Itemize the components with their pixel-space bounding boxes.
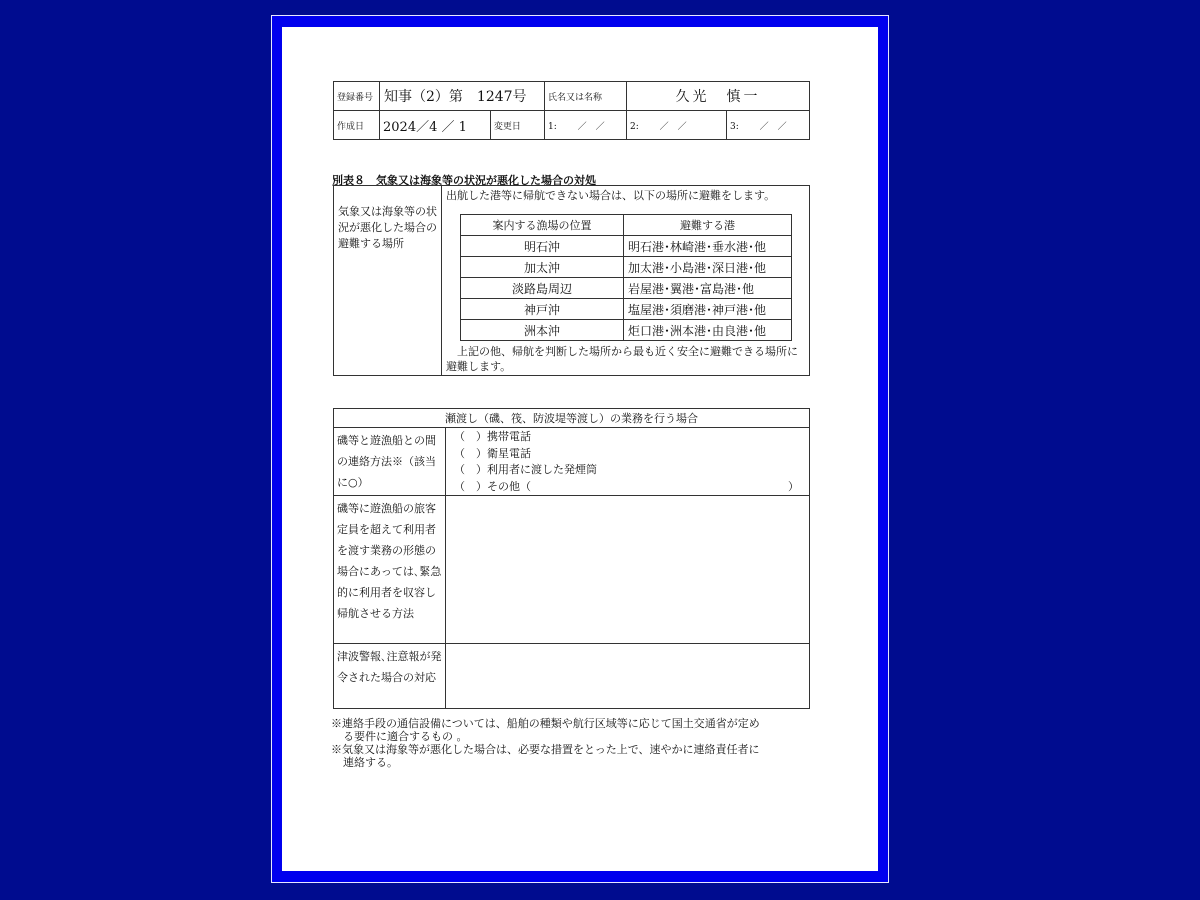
fishing-area: 明石沖 [461,236,624,257]
name-label: 氏名又は名称 [545,82,627,111]
table-row [461,236,792,257]
capacity-method-field[interactable] [446,496,810,644]
fishing-area: 淡路島周辺 [461,278,624,299]
created-value: 2024／4 ／ 1 [380,111,491,140]
refuge-ports: 明石港･林崎港･垂水港･他 [624,236,792,257]
fishing-area: 神戸沖 [461,299,624,320]
evacuation-label-cell [334,186,442,375]
note-line: ※連絡手段の通信設備については、船舶の種類や航行区域等に応じて国土交通省が定め [331,717,760,730]
change-date-2: 2: ／ ／ [627,111,727,140]
note-line: ※気象又は海象等が悪化した場合は、必要な措置をとった上で、速やかに連絡責任者に [331,743,760,756]
notes [331,717,760,769]
refuge-ports: 炬口港･洲本港･由良港･他 [624,320,792,341]
reg-value: 知事（2）第 1247号 [380,82,545,111]
option-satellite-phone[interactable]: （ ）衛星電話 [454,446,531,460]
changed-label: 変更日 [490,111,544,140]
capacity-method-label: 磯等に遊漁船の旅客定員を超えて利用者を渡す業務の形態の場合にあっては､緊急的に利用者を収容し帰航させる方法 [334,496,446,644]
evacuation-label: 気象又は海象等の状況が悪化した場合の避難する場所 [338,205,437,250]
note-line: る要件に適合するもの 。 [343,730,468,743]
fishing-area: 加太沖 [461,257,624,278]
reg-label: 登録番号 [334,82,380,111]
refuge-ports: 塩屋港･須磨港･神戸港･他 [624,299,792,320]
registration-table [333,81,810,140]
table-row [461,257,792,278]
ferry-table [333,408,810,709]
refuge-ports: 岩屋港･翼港･富島港･他 [624,278,792,299]
option-other[interactable] [454,479,809,496]
fishing-area: 洲本沖 [461,320,624,341]
contact-options [446,428,810,496]
port-table-header: 避難する港 [624,215,792,236]
port-table [460,214,792,341]
option-other-label: （ ）その他（ [454,479,531,493]
table-row [461,278,792,299]
document-page [282,27,878,871]
evacuation-intro: 出航した港等に帰航できない場合は、以下の場所に避難をします。 [446,189,776,202]
evacuation-box [333,185,810,376]
name-value: 久光 慎一 [627,82,810,111]
note-line: 連絡する。 [343,756,398,769]
evacuation-footer: 上記の他、帰航を判断した場所から最も近く安全に避難できる場所に避難します。 [446,345,798,373]
tsunami-response-label: 津波警報､注意報が発令された場合の対応 [334,644,446,709]
tsunami-response-field[interactable] [446,644,810,709]
change-date-1: 1: ／ ／ [545,111,627,140]
created-label: 作成日 [334,111,380,140]
change-date-3: 3: ／ ／ [727,111,810,140]
option-flare[interactable]: （ ）利用者に渡した発煙筒 [454,463,597,476]
refuge-ports: 加太港･小島港･深日港･他 [624,257,792,278]
contact-method-label: 磯等と遊漁船との間の連絡方法※（該当に○） [334,428,446,496]
section-title: 別表８ 気象又は海象等の状況が悪化した場合の対処 [332,174,596,187]
port-table-header: 案内する漁場の位置 [461,215,624,236]
option-mobile-phone[interactable]: （ ）携帯電話 [454,430,531,443]
table-row [461,299,792,320]
option-other-close: ） [788,479,799,493]
ferry-title: 瀬渡し（磯、筏、防波堤等渡し）の業務を行う場合 [334,409,810,428]
table-row [461,320,792,341]
